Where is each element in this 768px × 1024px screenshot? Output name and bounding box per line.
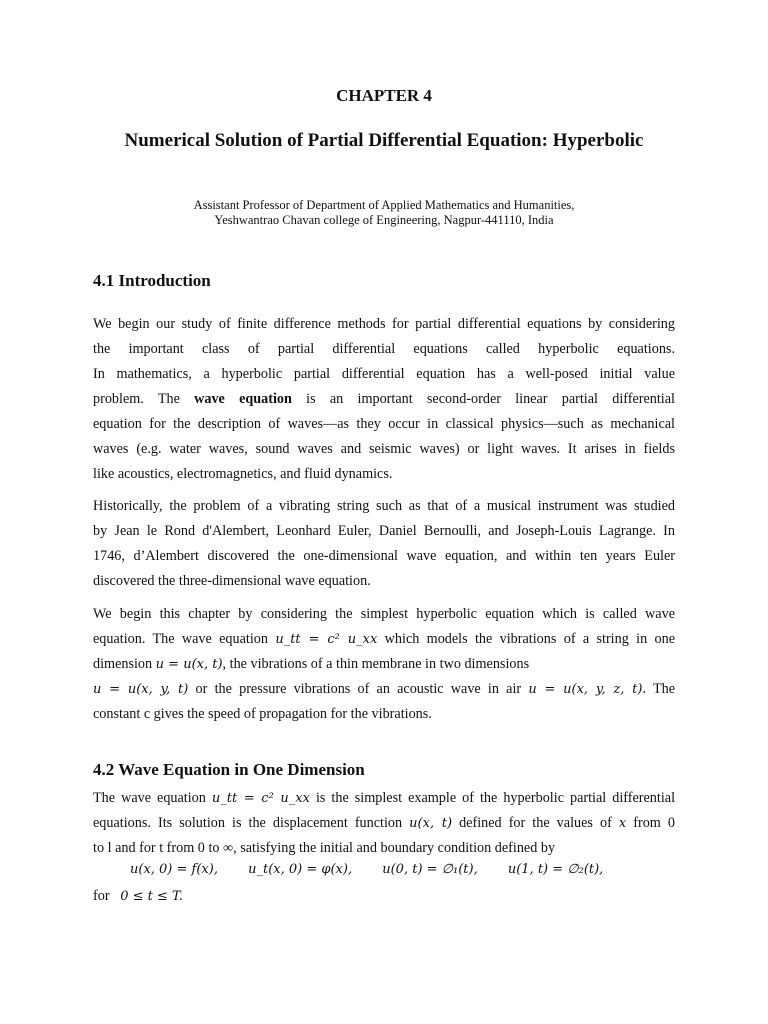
text-line: like acoustics, electromagnetics, and fluid dynamics. bbox=[93, 466, 393, 482]
math-formula: u(x, t) bbox=[409, 816, 453, 831]
text-line: In mathematics, a hyperbolic partial differential equation has a well-posed initial value bbox=[93, 366, 675, 382]
text-line bbox=[93, 677, 675, 702]
condition: u_t(x, 0) = φ(x), bbox=[248, 862, 353, 877]
math-formula: u = u(x, y, t) bbox=[93, 682, 189, 697]
text-line: constant c gives the speed of propagation for the vibrations. bbox=[93, 706, 432, 722]
section-heading: 4.1 Introduction bbox=[93, 271, 211, 290]
text-line: equation for the description of waves—as they occur in classical physics—such as mechanical bbox=[93, 416, 675, 432]
text-run: equation. The wave equation bbox=[93, 631, 276, 647]
condition: u(0, t) = ∅₁(t), bbox=[382, 862, 478, 877]
text-run: is the simplest example of the hyperbolic partial differential bbox=[309, 790, 676, 806]
bold-term: wave equation bbox=[194, 391, 292, 407]
text-line bbox=[93, 786, 675, 811]
text-line: We begin our study of finite difference methods for partial differential equations by considering bbox=[93, 316, 675, 332]
text-run: or the pressure vibrations of an acoustic wave in air bbox=[188, 681, 529, 697]
paragraph bbox=[93, 786, 675, 861]
text-run: defined for the values of bbox=[452, 815, 619, 831]
math-formula: u = u(x, y, z, t) bbox=[528, 682, 643, 697]
for-label: for bbox=[93, 888, 110, 904]
math-formula: 0 ≤ t ≤ T. bbox=[120, 889, 183, 904]
math-formula: u_tt = c² u_xx bbox=[275, 632, 378, 647]
text-line bbox=[93, 627, 675, 652]
text-line: to l and for t from 0 to ∞, satisfying the initial and boundary condition defined by bbox=[93, 840, 556, 856]
section-heading: 4.2 Wave Equation in One Dimension bbox=[93, 760, 365, 779]
text-run: , the vibrations of a thin membrane in two dimensions bbox=[222, 656, 530, 672]
text-line bbox=[93, 652, 675, 677]
text-line: We begin this chapter by considering the simplest hyperbolic equation which is called wave bbox=[93, 606, 675, 622]
text-run: is an important second-order linear partial differential bbox=[291, 391, 675, 407]
text-line: by Jean le Rond d'Alembert, Leonhard Euler, Daniel Bernoulli, and Joseph-Louis Lagrange. In bbox=[93, 523, 675, 539]
text-run: . The bbox=[642, 681, 675, 697]
paragraph bbox=[93, 602, 675, 727]
text-run: dimension bbox=[93, 656, 156, 672]
text-line: waves (e.g. water waves, sound waves and seismic waves) or light waves. It arises in fields bbox=[93, 441, 675, 457]
affiliation-line: Yeshwantrao Chavan college of Engineering, Nagpur-441110, India bbox=[214, 213, 554, 227]
chapter-label: CHAPTER 4 bbox=[336, 86, 432, 105]
time-range bbox=[93, 888, 183, 905]
text-line: discovered the three-dimensional wave equation. bbox=[93, 573, 371, 589]
author-affiliation bbox=[0, 198, 768, 228]
boundary-conditions bbox=[130, 862, 629, 877]
text-line bbox=[93, 811, 675, 836]
math-formula: x bbox=[618, 816, 627, 831]
text-run: The wave equation bbox=[93, 790, 212, 806]
text-run: from 0 bbox=[626, 815, 675, 831]
text-run: which models the vibrations of a string in one bbox=[377, 631, 675, 647]
affiliation-line: Assistant Professor of Department of Applied Mathematics and Humanities, bbox=[193, 198, 575, 212]
condition: u(x, 0) = f(x), bbox=[130, 862, 218, 877]
text-run: problem. The bbox=[93, 391, 195, 407]
paragraph bbox=[93, 312, 675, 487]
text-line: the important class of partial differential equations called hyperbolic equations. bbox=[93, 341, 675, 357]
math-formula: u_tt = c² u_xx bbox=[211, 791, 310, 806]
text-line: Historically, the problem of a vibrating string such as that of a musical instrument was studied bbox=[93, 498, 675, 514]
paragraph bbox=[93, 494, 675, 594]
chapter-title: Numerical Solution of Partial Differential Equation: Hyperbolic bbox=[124, 130, 644, 151]
text-run: equations. Its solution is the displacement function bbox=[93, 815, 410, 831]
text-line: 1746, d’Alembert discovered the one-dimensional wave equation, and within ten years Euler bbox=[93, 548, 675, 564]
condition: u(1, t) = ∅₂(t), bbox=[507, 862, 604, 877]
text-line bbox=[93, 387, 675, 412]
math-formula: u = u(x, t) bbox=[155, 657, 223, 672]
